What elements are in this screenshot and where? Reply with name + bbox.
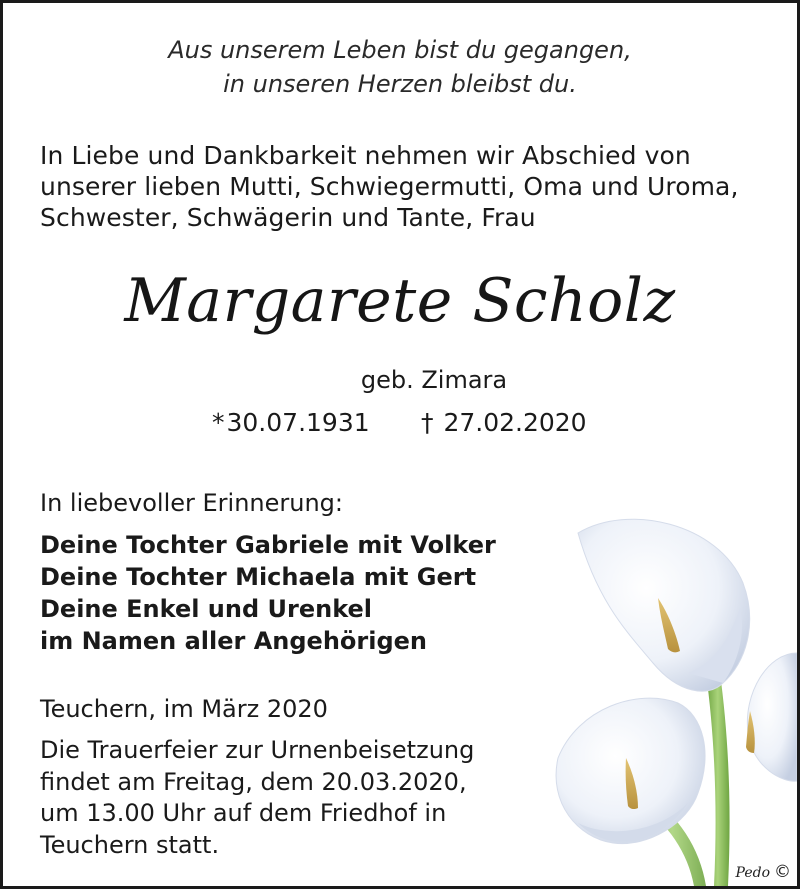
memory-heading: In liebevoller Erinnerung: xyxy=(40,489,343,517)
mourner-line: Deine Tochter Gabriele mit Volker xyxy=(40,531,496,559)
motto-line: in unseren Herzen bleibst du. xyxy=(223,70,577,98)
mourners-list xyxy=(40,529,496,657)
deceased-name: Margarete Scholz xyxy=(124,266,676,336)
motto-line: Aus unserem Leben bist du gegangen, xyxy=(168,36,632,64)
mourner-line: Deine Tochter Michaela mit Gert xyxy=(40,563,477,591)
intro-line: In Liebe und Dankbarkeit nehmen wir Abschied von xyxy=(40,141,691,170)
ceremony-info xyxy=(40,735,474,861)
place-and-date: Teuchern, im März 2020 xyxy=(40,695,328,723)
birth-star-icon: * xyxy=(212,408,225,437)
ceremony-line: um 13.00 Uhr auf dem Friedhof in xyxy=(40,799,447,827)
ceremony-line: findet am Freitag, dem 20.03.2020, xyxy=(40,767,467,796)
ceremony-line: Teuchern statt. xyxy=(40,830,220,859)
birth-name: geb. Zimara xyxy=(360,366,508,394)
death-cross-icon: † xyxy=(421,408,434,437)
ceremony-line: Die Trauerfeier zur Urnenbeisetzung xyxy=(40,736,475,764)
intro-line: unserer lieben Mutti, Schwiegermutti, Oma und Uroma, xyxy=(40,172,739,201)
mourner-line: im Namen aller Angehörigen xyxy=(40,627,428,655)
copyright-icon: © xyxy=(774,862,791,882)
intro-line: Schwester, Schwägerin und Tante, Frau xyxy=(40,203,536,232)
death-date: 27.02.2020 xyxy=(443,408,587,437)
calla-lily-image xyxy=(518,503,797,886)
image-credit xyxy=(736,862,791,882)
credit-source: Pedo xyxy=(735,865,770,881)
intro-text xyxy=(40,140,739,233)
birth-date-group xyxy=(212,408,370,437)
birth-date: 30.07.1931 xyxy=(226,408,370,437)
motto xyxy=(3,33,797,101)
death-date-group xyxy=(421,408,587,437)
mourner-line: Deine Enkel und Urenkel xyxy=(40,595,373,623)
life-dates xyxy=(3,408,797,442)
